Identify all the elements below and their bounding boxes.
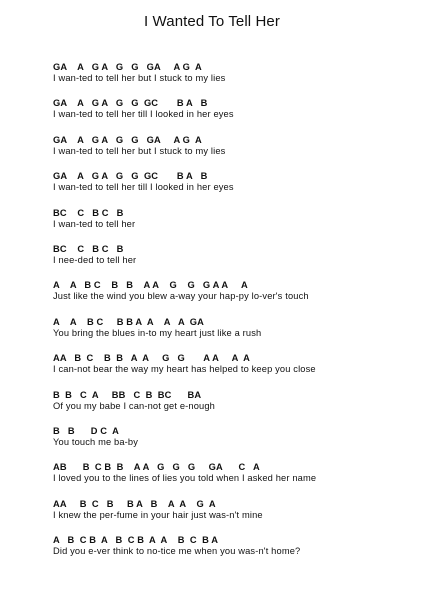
note-line: GA A G A G G GA A G A: [53, 62, 202, 72]
lyric-line: Just like the wind you blew a-way your hap-py lo-ver's touch: [53, 291, 309, 302]
note-line: GA A G A G G GC B A B: [53, 171, 208, 182]
stanza-11: [53, 426, 413, 462]
stanza-12: [53, 462, 413, 498]
lyric-line: I nee-ded to tell her: [53, 254, 137, 265]
lyric-line: I loved you to the lines of lies you told when I asked her name: [53, 473, 317, 484]
lyric-line: Of you my babe I can-not get e-nough: [53, 400, 215, 411]
note-line: B B C A BB C B BC BA: [53, 389, 202, 400]
lyric-line: I wan-ted to tell her till I looked in her eyes: [53, 182, 234, 193]
song-title: I Wanted To Tell Her: [144, 13, 280, 30]
note-line: A A B C B B A A G G G A A A: [53, 280, 248, 291]
lyric-line: I can-not bear the way my heart has helped to keep you close: [53, 364, 316, 375]
note-line: BC C B C B: [53, 207, 124, 218]
note-line: GA A G A G G GC B A B: [53, 98, 208, 109]
stanza-list: [53, 62, 413, 571]
lyric-line: I wan-ted to tell her but I stuck to my lies: [53, 73, 226, 83]
stanza-9: [53, 353, 413, 389]
stanza-10: [53, 390, 413, 426]
lyric-line: I wan-ted to tell her but I stuck to my lies: [53, 145, 226, 156]
lyric-line: You bring the blues in-to my heart just like a rush: [53, 327, 262, 338]
stanza-13: [53, 499, 413, 535]
note-line: GA A G A G G GA A G A: [53, 134, 202, 145]
note-line: BC C B C B: [53, 243, 124, 254]
stanza-6: [53, 244, 413, 280]
lyric-line: You touch me ba-by: [53, 436, 139, 447]
stanza-3: [53, 135, 413, 171]
note-line: AB B C B B A A G G G GA C A: [53, 462, 260, 473]
stanza-7: [53, 280, 413, 316]
note-line: AA B C B B A A G G A A A A: [53, 353, 250, 364]
lyric-line: I knew the per-fume in your hair just was-n't mine: [53, 509, 263, 520]
stanza-14: [53, 535, 413, 571]
stanza-1: [53, 62, 413, 98]
lyric-line: I wan-ted to tell her till I looked in her eyes: [53, 109, 234, 120]
note-line: AA B C B B A B A A G A: [53, 498, 216, 509]
stanza-2: [53, 98, 413, 134]
lyric-line: I wan-ted to tell her: [53, 218, 136, 229]
lyric-line: Did you e-ver think to no-tice me when you was-n't home?: [53, 546, 301, 557]
stanza-5: [53, 208, 413, 244]
stanza-8: [53, 317, 413, 353]
note-line: A A B C B B A A A A GA: [53, 316, 204, 327]
note-line: A B C B A B C B A A B C B A: [53, 535, 219, 546]
note-line: B B D C A: [53, 425, 119, 436]
stanza-4: [53, 171, 413, 207]
